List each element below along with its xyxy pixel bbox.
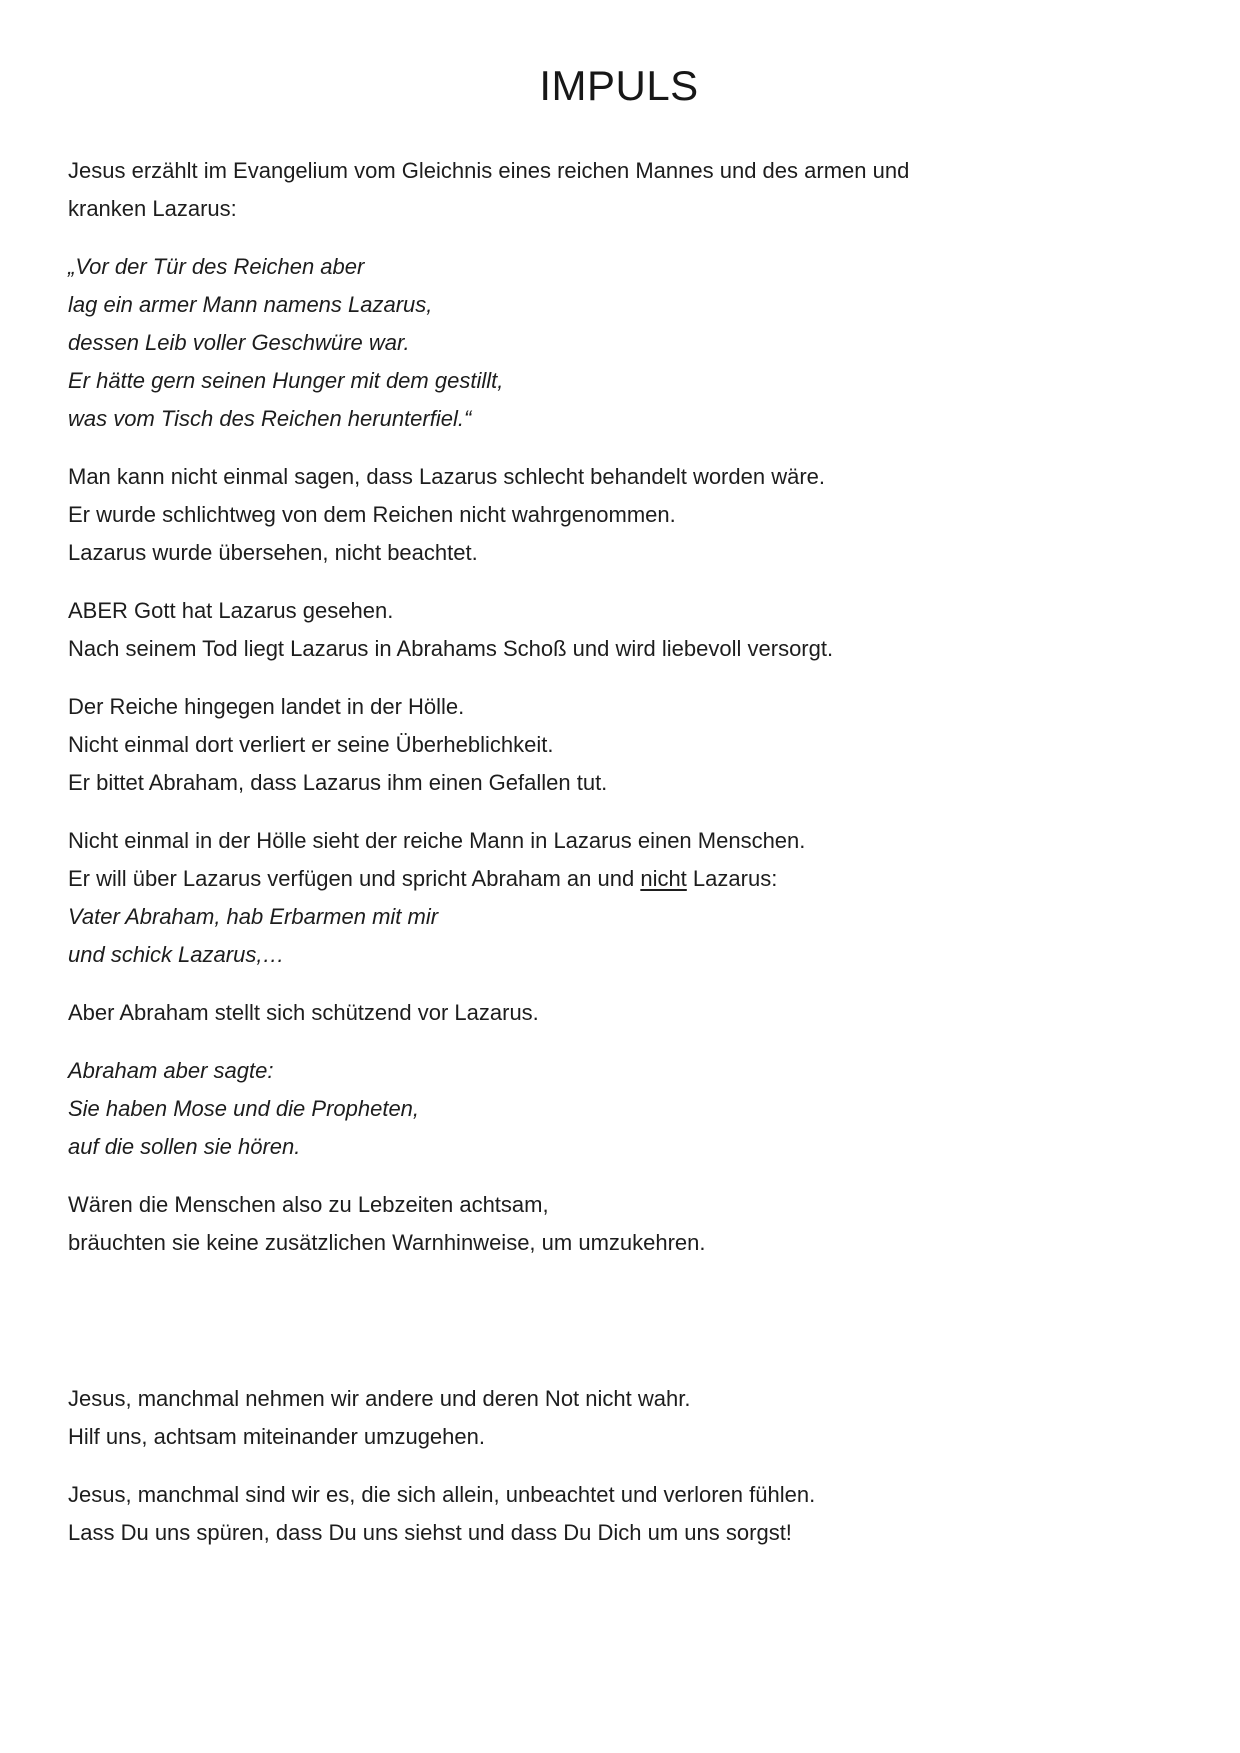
text-line <box>68 286 1170 324</box>
text-segment: „Vor der Tür des Reichen aber <box>68 254 365 279</box>
text-segment: Er hätte gern seinen Hunger mit dem gestillt, <box>68 368 504 393</box>
text-segment: Lazarus wurde übersehen, nicht beachtet. <box>68 540 478 565</box>
underlined-word: nicht <box>640 866 687 891</box>
text-segment: Abraham aber sagte: <box>68 1058 274 1083</box>
text-line <box>68 1418 1170 1456</box>
text-segment: Nicht einmal dort verliert er seine Überheblichkeit. <box>68 732 554 757</box>
text-line <box>68 1514 1170 1552</box>
paragraph <box>68 994 1170 1032</box>
text-line <box>68 458 1170 496</box>
text-line <box>68 1186 1170 1224</box>
text-segment: Vater Abraham, hab Erbarmen mit mir <box>68 904 439 929</box>
text-segment: Jesus erzählt im Evangelium vom Gleichnis eines reichen Mannes und des armen und <box>68 158 910 183</box>
text-segment: Der Reiche hingegen landet in der Hölle. <box>68 694 465 719</box>
page-title: IMPULS <box>539 62 699 109</box>
paragraphs <box>68 152 1170 1552</box>
text-segment: Er will über Lazarus verfügen und spricht Abraham an und <box>68 866 641 891</box>
text-line <box>68 822 1170 860</box>
text-segment: Sie haben Mose und die Propheten, <box>68 1096 420 1121</box>
paragraph <box>68 1052 1170 1166</box>
text-line <box>68 1224 1170 1262</box>
text-line <box>68 400 1170 438</box>
text-segment: Jesus, manchmal sind wir es, die sich allein, unbeachtet und verloren fühlen. <box>68 1482 816 1507</box>
text-line <box>68 496 1170 534</box>
text-line <box>68 362 1170 400</box>
text-line <box>68 936 1170 974</box>
text-segment: Nach seinem Tod liegt Lazarus in Abrahams Schoß und wird liebevoll versorgt. <box>68 636 834 661</box>
text-segment: was vom Tisch des Reichen herunterfiel.“ <box>68 406 472 431</box>
text-segment: ABER Gott hat Lazarus gesehen. <box>68 598 394 623</box>
text-segment: Hilf uns, achtsam miteinander umzugehen. <box>68 1424 485 1449</box>
paragraph <box>68 152 1170 228</box>
paragraph <box>68 1186 1170 1262</box>
text-line <box>68 688 1170 726</box>
text-line <box>68 630 1170 668</box>
text-line <box>68 534 1170 572</box>
paragraph <box>68 1476 1170 1552</box>
text-segment: Er bittet Abraham, dass Lazarus ihm einen Gefallen tut. <box>68 770 608 795</box>
text-line <box>68 1090 1170 1128</box>
text-segment: Jesus, manchmal nehmen wir andere und deren Not nicht wahr. <box>68 1386 691 1411</box>
text-segment: dessen Leib voller Geschwüre war. <box>68 330 410 355</box>
text-segment: Lazarus: <box>686 866 778 891</box>
text-segment: Nicht einmal in der Hölle sieht der reiche Mann in Lazarus einen Menschen. <box>68 828 806 853</box>
text-line <box>68 898 1170 936</box>
text-line <box>68 152 1170 190</box>
text-segment: Lass Du uns spüren, dass Du uns siehst und dass Du Dich um uns sorgst! <box>68 1520 792 1545</box>
paragraph <box>68 248 1170 438</box>
text-segment: und schick Lazarus,… <box>68 942 285 967</box>
text-segment: bräuchten sie keine zusätzlichen Warnhinweise, um umzukehren. <box>68 1230 706 1255</box>
text-segment: Aber Abraham stellt sich schützend vor Lazarus. <box>68 1000 539 1025</box>
text-segment: auf die sollen sie hören. <box>68 1134 301 1159</box>
text-line <box>68 324 1170 362</box>
text-line <box>68 248 1170 286</box>
text-line <box>68 994 1170 1032</box>
text-line <box>68 1380 1170 1418</box>
paragraph <box>68 592 1170 668</box>
text-line <box>68 726 1170 764</box>
text-segment: kranken Lazarus: <box>68 196 237 221</box>
text-segment: Wären die Menschen also zu Lebzeiten achtsam, <box>68 1192 549 1217</box>
text-line <box>68 190 1170 228</box>
paragraph <box>68 458 1170 572</box>
paragraph <box>68 822 1170 974</box>
text-segment: Man kann nicht einmal sagen, dass Lazarus schlecht behandelt worden wäre. <box>68 464 826 489</box>
text-segment: Er wurde schlichtweg von dem Reichen nicht wahrgenommen. <box>68 502 676 527</box>
text-line <box>68 1476 1170 1514</box>
text-line <box>68 592 1170 630</box>
text-line <box>68 860 1170 898</box>
text-segment: lag ein armer Mann namens Lazarus, <box>68 292 433 317</box>
text-line <box>68 764 1170 802</box>
text-line <box>68 1128 1170 1166</box>
paragraph <box>68 688 1170 802</box>
paragraph <box>68 1380 1170 1456</box>
text-line <box>68 1052 1170 1090</box>
